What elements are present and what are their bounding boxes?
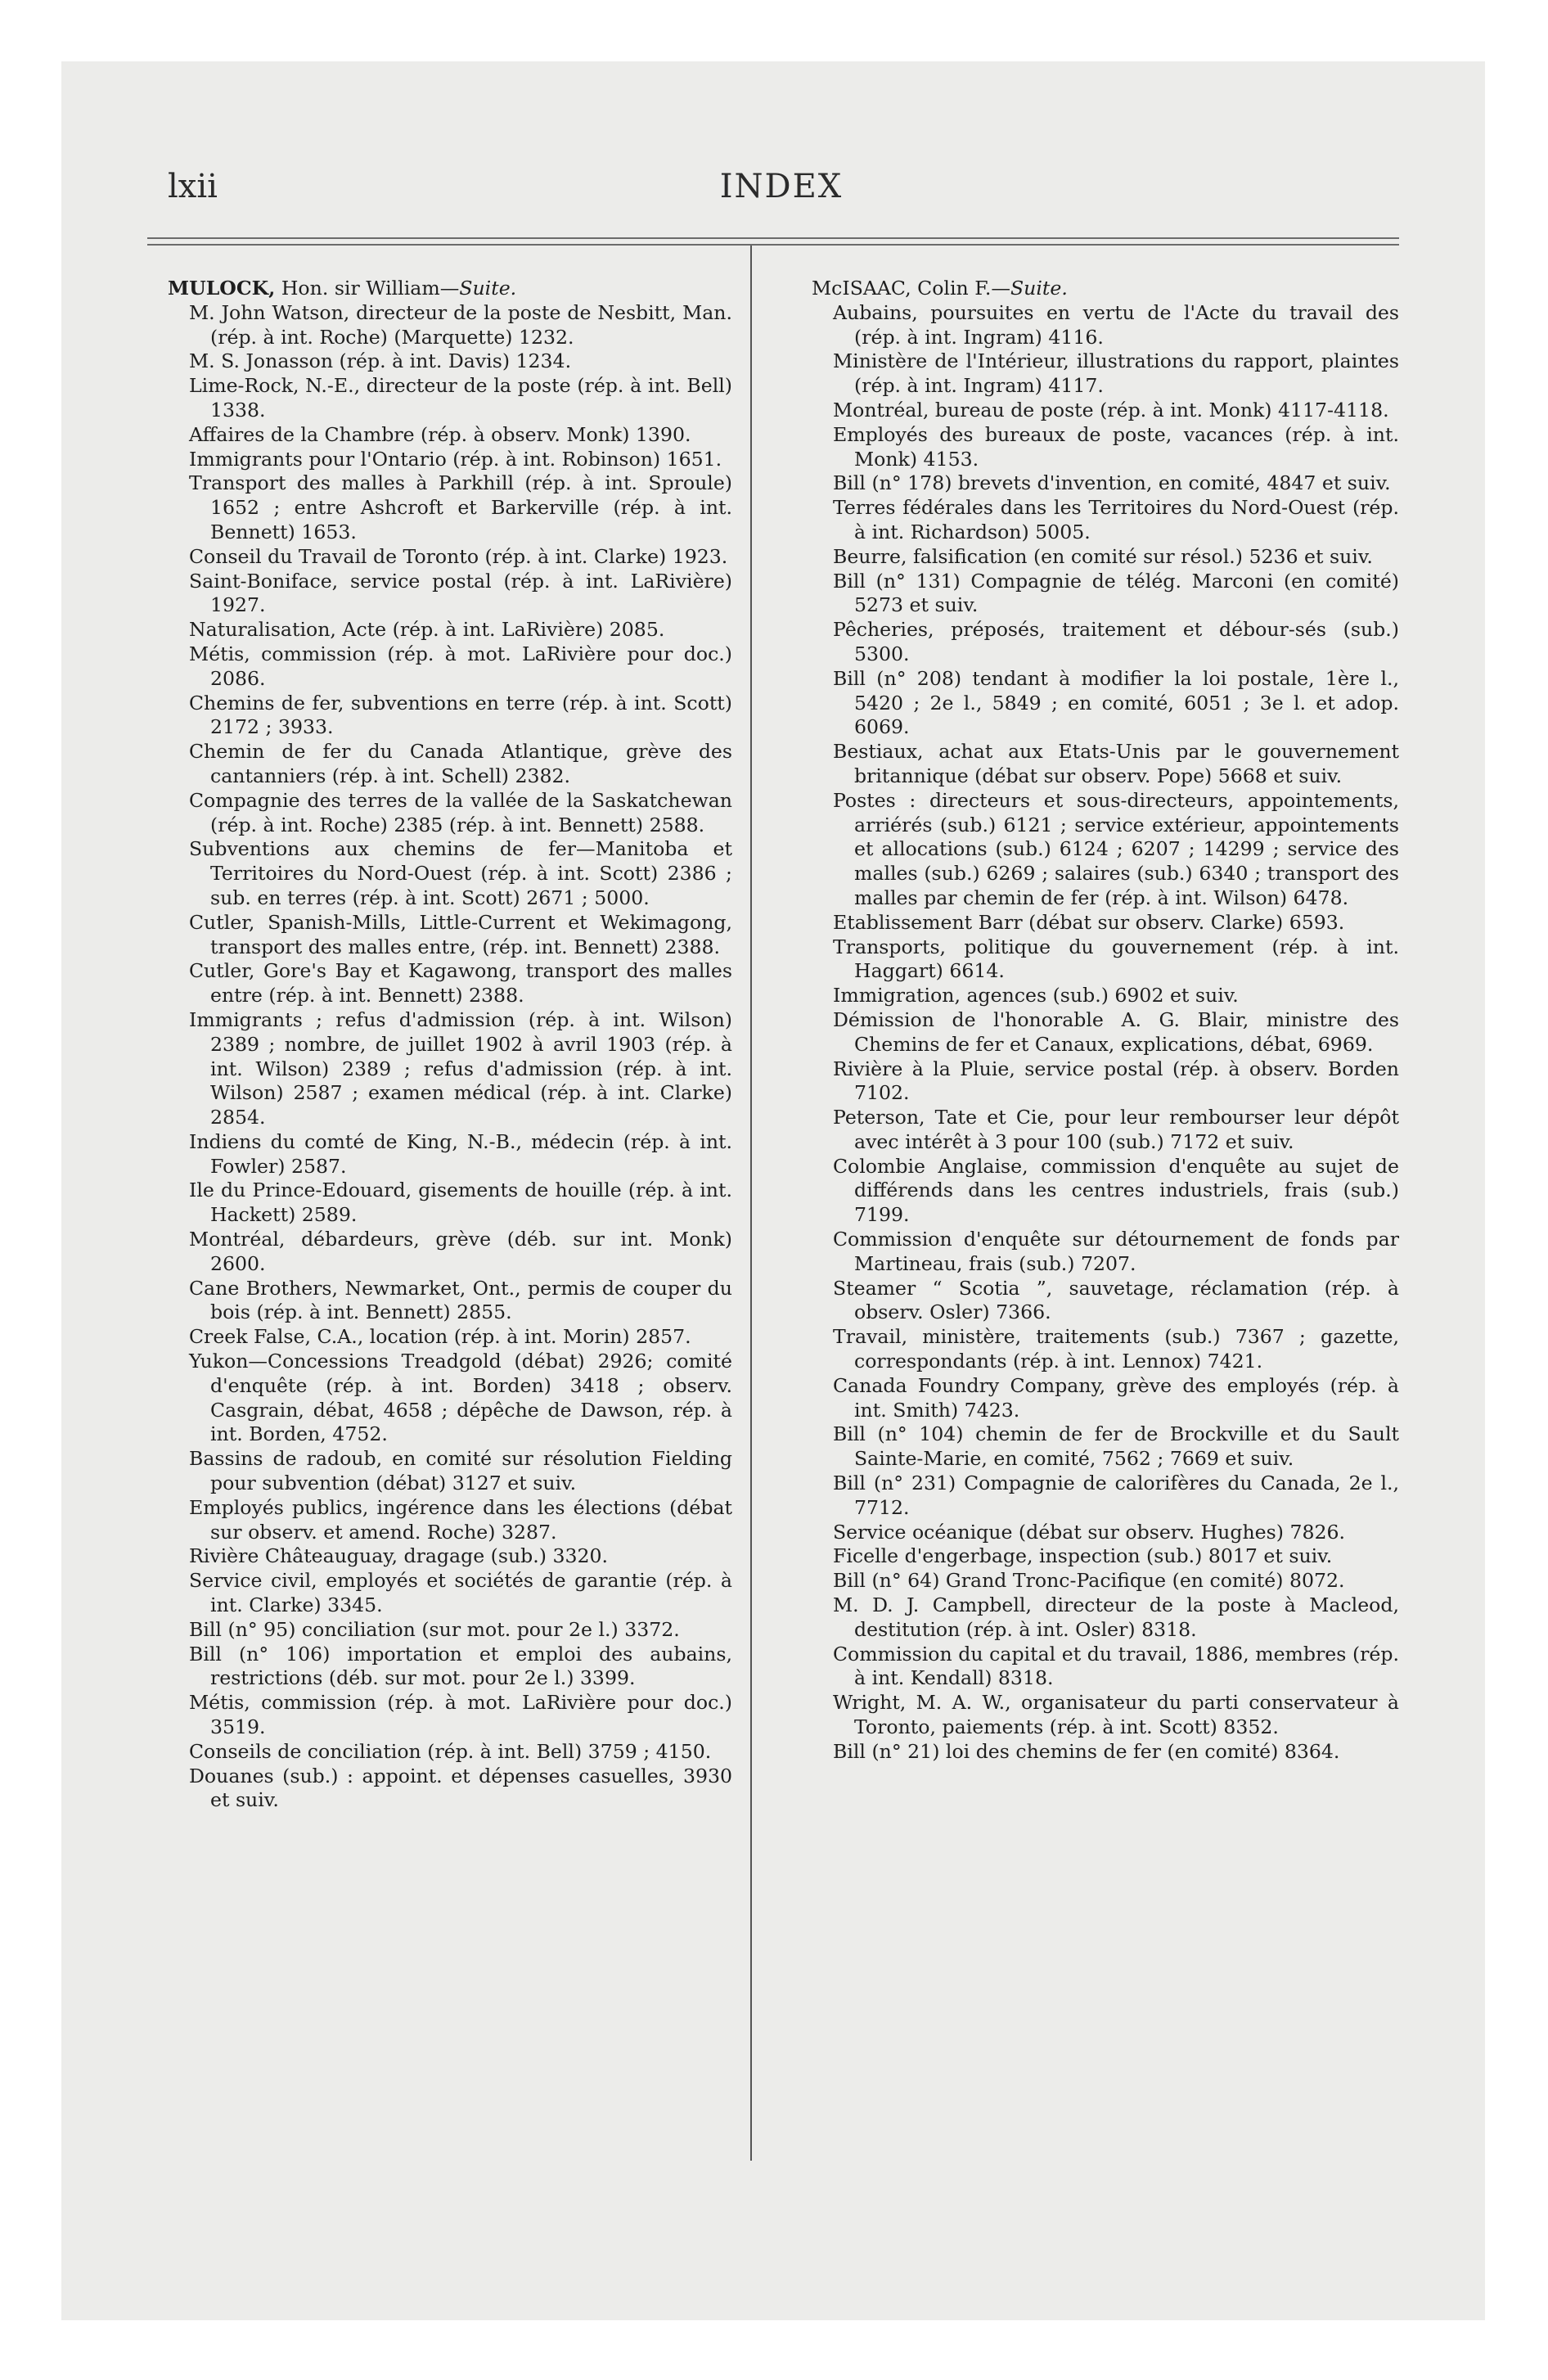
index-entry: Chemin de fer du Canada Atlantique, grève des cantanniers (rép. à int. Schell) 2382.: [189, 740, 732, 787]
index-entry: Canada Foundry Company, grève des employés (rép. à int. Smith) 7423.: [833, 1373, 1399, 1422]
right-heading-rest: Colin F.—: [911, 277, 1010, 300]
index-entry: Rivière à la Pluie, service postal (rép. à observ. Borden 7102.: [833, 1057, 1399, 1105]
index-entry: Terres fédérales dans les Territoires du Nord-Ouest (rép. à int. Richardson) 5005.: [833, 496, 1399, 543]
index-entry: Rivière Châteauguay, dragage (sub.) 3320.: [189, 1544, 609, 1568]
index-entry: Ficelle d'engerbage, inspection (sub.) 8017 et suiv.: [833, 1544, 1333, 1568]
index-entry: Bill (n° 178) brevets d'invention, en comité, 4847 et suiv.: [833, 471, 1391, 495]
index-entry: Bassins de radoub, en comité sur résolution Fielding pour subvention (débat) 3127 et suiv.: [189, 1447, 732, 1495]
index-entry: Pêcheries, préposés, traitement et débour-sés (sub.) 5300.: [833, 618, 1399, 665]
left-column: [168, 277, 732, 1813]
index-entry: Subventions aux chemins de fer—Manitoba et Territoires du Nord-Ouest (rép. à int. Scott) 2386 ; sub. en terres (rép. à int. Scott) 2671 ; 5000.: [189, 837, 732, 909]
index-entry: Aubains, poursuites en vertu de l'Acte du travail des (rép. à int. Ingram) 4116.: [833, 300, 1399, 349]
index-entry: Bill (n° 64) Grand Tronc-Pacifique (en comité) 8072.: [833, 1569, 1345, 1593]
index-entry: M. D. J. Campbell, directeur de la poste à Macleod, destitution (rép. à int. Osler) 8318.: [833, 1593, 1399, 1641]
index-entry: Indiens du comté de King, N.-B., médecin (rép. à int. Fowler) 2587.: [189, 1129, 732, 1178]
index-entry: Bill (n° 131) Compagnie de télég. Marconi (en comité) 5273 et suiv.: [833, 569, 1399, 617]
index-entry: Bill (n° 95) conciliation (sur mot. pour 2e l.) 3372.: [189, 1617, 680, 1641]
index-entry: Ile du Prince-Edouard, gisements de houille (rép. à int. Hackett) 2589.: [189, 1179, 732, 1227]
left-heading-rest: Hon. sir William—: [275, 277, 460, 300]
index-entry: Bill (n° 231) Compagnie de calorifères du Canada, 2e l., 7712.: [833, 1472, 1399, 1519]
index-entry: Employés des bureaux de poste, vacances (rép. à int. Monk) 4153.: [833, 422, 1399, 471]
index-entry: Immigrants pour l'Ontario (rép. à int. Robinson) 1651.: [189, 447, 722, 471]
index-entry: Service océanique (débat sur observ. Hughes) 7826.: [833, 1520, 1345, 1544]
index-entry: Lime-Rock, N.-E., directeur de la poste (rép. à int. Bell) 1338.: [189, 374, 732, 421]
index-entry: Bill (n° 208) tendant à modifier la loi postale, 1ère l., 5420 ; 2e l., 5849 ; en comité, 6051 ; 3e l. et adop. 6069.: [833, 666, 1399, 739]
index-entry: Postes : directeurs et sous-directeurs, appointements, arriérés (sub.) 6121 ; service extérieur, appointements et allocations (sub.) 6124 ; 6207 ; 14299 ; service des malles (sub.) 6269 ; salaires (sub.) 6340 ; transport des malles par chemin de fer (rép. à int. Wilson) 6478.: [833, 788, 1399, 909]
page-number: lxii: [168, 168, 218, 205]
right-column: [812, 277, 1399, 1765]
index-entry: Wright, M. A. W., organisateur du parti conservateur à Toronto, paiements (rép. à int. Scott) 8352.: [833, 1691, 1399, 1739]
header-rule-bottom: [147, 244, 1399, 246]
index-entry: Saint-Boniface, service postal (rép. à int. LaRivière) 1927.: [189, 569, 732, 617]
left-heading-continued: Suite.: [459, 277, 517, 300]
header-rule-top: [147, 237, 1399, 239]
index-entry: Service civil, employés et sociétés de garantie (rép. à int. Clarke) 3345.: [189, 1569, 732, 1617]
index-entry: Chemins de fer, subventions en terre (rép. à int. Scott) 2172 ; 3933.: [189, 691, 732, 739]
index-entry: Ministère de l'Intérieur, illustrations du rapport, plaintes (rép. à int. Ingram) 4117.: [833, 349, 1399, 398]
index-entry: Affaires de la Chambre (rép. à observ. Monk) 1390.: [189, 422, 691, 446]
index-entry: Colombie Anglaise, commission d'enquête au sujet de différends dans les centres industriels, frais (sub.) 7199.: [833, 1154, 1399, 1227]
right-heading-name: McISAAC,: [812, 277, 911, 300]
index-entry: Peterson, Tate et Cie, pour leur rembourser leur dépôt avec intérêt à 3 pour 100 (sub.) 7172 et suiv.: [833, 1106, 1399, 1153]
index-entry: Compagnie des terres de la vallée de la Saskatchewan (rép. à int. Roche) 2385 (rép. à int. Bennett) 2588.: [189, 788, 732, 836]
page-header: [168, 168, 1395, 217]
index-entry: Bestiaux, achat aux Etats-Unis par le gouvernement britannique (débat sur observ. Pope) 5668 et suiv.: [833, 740, 1399, 787]
index-entry: Etablissement Barr (débat sur observ. Clarke) 6593.: [833, 910, 1345, 934]
index-entry: Métis, commission (rép. à mot. LaRivière pour doc.) 3519.: [189, 1691, 732, 1739]
index-entry: Démission de l'honorable A. G. Blair, ministre des Chemins de fer et Canaux, explications, débat, 6969.: [833, 1007, 1399, 1056]
index-entry: Immigrants ; refus d'admission (rép. à int. Wilson) 2389 ; nombre, de juillet 1902 à avril 1903 (rép. à int. Wilson) 2389 ; refus d'admission (rép. à int. Wilson) 2587 ; examen médical (rép. à int. Clarke) 2854.: [189, 1007, 732, 1129]
index-entry: Douanes (sub.) : appoint. et dépenses casuelles, 3930 et suiv.: [189, 1764, 732, 1812]
index-entry: Conseils de conciliation (rép. à int. Bell) 3759 ; 4150.: [189, 1739, 712, 1763]
index-entry: Cutler, Gore's Bay et Kagawong, transport des malles entre (rép. à int. Bennett) 2388.: [189, 959, 732, 1007]
index-entry: Bill (n° 104) chemin de fer de Brockville et du Sault Sainte-Marie, en comité, 7562 ; 7669 et suiv.: [833, 1422, 1399, 1471]
left-heading-name: MULOCK,: [168, 277, 276, 300]
index-entry: M. S. Jonasson (rép. à int. Davis) 1234.: [189, 349, 572, 373]
index-entry: Immigration, agences (sub.) 6902 et suiv.: [833, 984, 1239, 1007]
index-entry: Commission d'enquête sur détournement de fonds par Martineau, frais (sub.) 7207.: [833, 1228, 1399, 1275]
index-entry: Bill (n° 106) importation et emploi des aubains, restrictions (déb. sur mot. pour 2e l.) 3399.: [189, 1642, 732, 1690]
column-divider: [750, 246, 752, 2161]
index-entry: Cane Brothers, Newmarket, Ont., permis de couper du bois (rép. à int. Bennett) 2855.: [189, 1276, 732, 1324]
index-entry: Cutler, Spanish-Mills, Little-Current et Wekimagong, transport des malles entre, (rép. int. Bennett) 2388.: [189, 910, 732, 958]
index-entry: Métis, commission (rép. à mot. LaRivière pour doc.) 2086.: [189, 642, 732, 690]
index-entry: Beurre, falsification (en comité sur résol.) 5236 et suiv.: [833, 544, 1373, 568]
index-entry: Creek False, C.A., location (rép. à int. Morin) 2857.: [189, 1325, 691, 1349]
index-entry: Travail, ministère, traitements (sub.) 7367 ; gazette, correspondants (rép. à int. Lennox) 7421.: [833, 1325, 1399, 1373]
right-heading-continued: Suite.: [1010, 277, 1068, 300]
index-entry: Conseil du Travail de Toronto (rép. à int. Clarke) 1923.: [189, 544, 728, 568]
index-entry: M. John Watson, directeur de la poste de Nesbitt, Man. (rép. à int. Roche) (Marquette) 1232.: [189, 300, 732, 349]
left-entries: [168, 301, 732, 1813]
page-title: INDEX: [719, 168, 844, 205]
index-entry: Employés publics, ingérence dans les élections (débat sur observ. et amend. Roche) 3287.: [189, 1495, 732, 1544]
right-column-heading: [812, 277, 1399, 301]
index-entry: Yukon—Concessions Treadgold (débat) 2926; comité d'enquête (rép. à int. Borden) 3418 ; observ. Casgrain, débat, 4658 ; dépêche de Dawson, rép. à int. Borden, 4752.: [189, 1350, 732, 1446]
index-entry: Transports, politique du gouvernement (rép. à int. Haggart) 6614.: [833, 935, 1399, 983]
index-entry: Montréal, débardeurs, grève (déb. sur int. Monk) 2600.: [189, 1228, 732, 1275]
index-entry: Bill (n° 21) loi des chemins de fer (en comité) 8364.: [833, 1739, 1340, 1763]
index-entry: Commission du capital et du travail, 1886, membres (rép. à int. Kendall) 8318.: [833, 1642, 1399, 1690]
right-entries: [812, 301, 1399, 1765]
index-entry: Transport des malles à Parkhill (rép. à int. Sproule) 1652 ; entre Ashcroft et Barkerville (rép. à int. Bennett) 1653.: [189, 471, 732, 543]
left-column-heading: [168, 277, 732, 301]
index-entry: Naturalisation, Acte (rép. à int. LaRivière) 2085.: [189, 618, 665, 642]
index-entry: Montréal, bureau de poste (rép. à int. Monk) 4117-4118.: [833, 398, 1389, 421]
index-entry: Steamer “ Scotia ”, sauvetage, réclamation (rép. à observ. Osler) 7366.: [833, 1276, 1399, 1324]
